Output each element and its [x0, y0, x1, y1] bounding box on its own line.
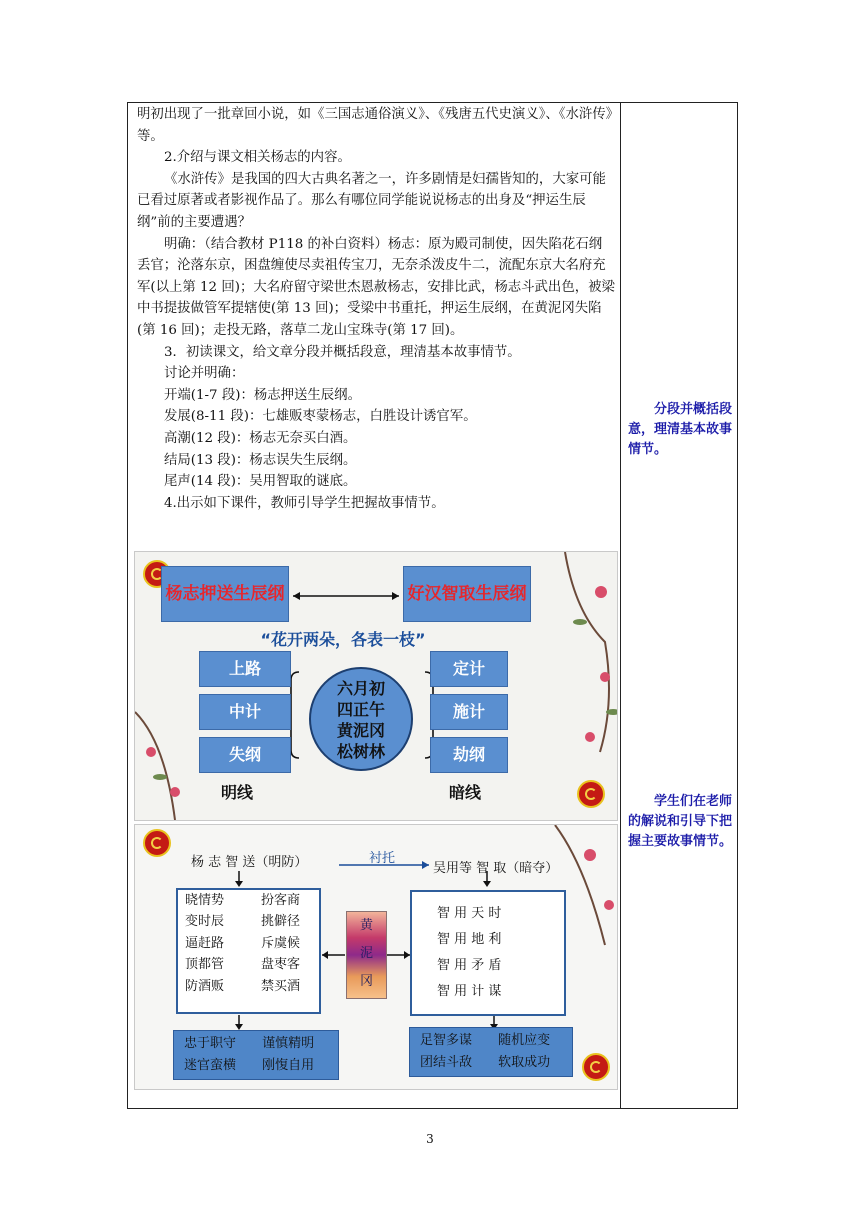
- left-actions-col1: [185, 890, 224, 997]
- action-item: 晓情势: [185, 893, 225, 908]
- strategy-item: 智 用 计 谋: [437, 984, 502, 999]
- circle-line: 四正午: [336, 700, 385, 719]
- column-divider: [620, 102, 621, 1109]
- slogan: “花开两朵，各表一枝”: [260, 630, 426, 649]
- paragraph-step2: 2.介绍与课文相关杨志的内容。: [164, 150, 351, 166]
- action-item: 挑僻径: [261, 914, 301, 930]
- action-item: 防酒贩: [185, 978, 225, 994]
- step-box: 定计: [430, 651, 508, 687]
- right-strategy-list: [437, 901, 501, 1005]
- step-box: 失纲: [199, 737, 291, 773]
- school-logo-icon: [582, 1053, 610, 1081]
- circle-line: 黄泥冈: [336, 721, 385, 740]
- right-traits-box: [409, 1027, 573, 1077]
- action-item: 顶都管: [185, 957, 225, 973]
- left-traits-box: [173, 1030, 339, 1080]
- trait-item: 谨慎精明: [262, 1036, 315, 1051]
- main-column: [137, 104, 615, 514]
- school-logo-icon: [143, 829, 171, 857]
- trait-item: 软取成功: [498, 1055, 551, 1070]
- paragraph-intro: 明初出现了一批章回小说，如《三国志通俗演义》、《残唐五代史演义》、《水浒传》等。: [137, 107, 613, 144]
- strategy-item: 智 用 天 时: [437, 906, 502, 921]
- action-item: 禁买酒: [261, 978, 301, 994]
- paragraph-step3: 3．初读课文，给文章分段并概括段意，理清基本故事情节。: [164, 344, 521, 360]
- trait-item: 团结斗敌: [420, 1055, 473, 1070]
- action-item: 逼赶路: [185, 935, 225, 951]
- left-title-box: 杨志押送生辰纲: [161, 566, 289, 622]
- slide-plot-lines: [134, 551, 618, 821]
- place-char: 泥: [359, 946, 373, 961]
- paragraph-answer: 明确：（结合教材 P118 的补白资料）杨志：原为殿司制使，因失陷花石纲丢官；沦落东京，困盘缠使尽卖祖传宝刀，无奈杀泼皮牛二，流配东京大名府充军(以上第 12 回)；大名府留守梁世杰恩赦杨志，安排比武，杨志斗武出色，被梁中书提拔做管军提辖使(第 13 回)；受梁中书重托，押运生辰纲，在黄泥冈失陷(第 16 回)；走投无路，落草二龙山宝珠寺(第 17 回)。: [137, 236, 615, 338]
- step-box: 劫纲: [430, 737, 508, 773]
- trait-item: 足智多谋: [420, 1033, 473, 1048]
- school-logo-icon: [577, 780, 605, 808]
- action-item: 斥虞候: [261, 935, 301, 951]
- plot-development: 发展(8-11 段)：七雄贩枣蒙杨志，白胜设计诱官军。: [164, 409, 477, 425]
- plot-climax: 高潮(12 段)：杨志无奈买白酒。: [164, 430, 357, 446]
- paragraph-discuss: 讨论并明确：: [164, 366, 245, 382]
- link-label: 衬托: [369, 851, 396, 866]
- right-header: 吴用等 智 取（暗夺）: [433, 861, 559, 876]
- action-item: 扮客商: [261, 893, 301, 908]
- trait-item: 迷官蛮横: [184, 1058, 237, 1073]
- right-title-box: 好汉智取生辰纲: [403, 566, 531, 622]
- paragraph-question: 《水浒传》是我国的四大古典名著之一，许多剧情是妇孺皆知的，大家可能已看过原著或者影视作品了。那么有哪位同学能说说杨志的出身及“押运生辰纲”前的主要遭遇？: [137, 171, 606, 230]
- step-box: 上路: [199, 651, 291, 687]
- action-item: 盘枣客: [261, 957, 301, 973]
- plot-beginning: 开端(1-7 段)：杨志押送生辰纲。: [164, 387, 361, 403]
- implicit-line-label: 暗线: [449, 783, 482, 802]
- place-char: 黄: [359, 918, 373, 933]
- left-header: 杨 志 智 送（明防）: [191, 855, 308, 870]
- circle-line: 松树林: [336, 742, 385, 761]
- time-place-circle: [309, 667, 413, 771]
- step-box: 中计: [199, 694, 291, 730]
- trait-item: 刚愎自用: [262, 1058, 315, 1073]
- strategy-item: 智 用 矛 盾: [437, 958, 502, 973]
- side-note-2: [628, 792, 732, 852]
- plot-ending: 结局(13 段)：杨志误失生辰纲。: [164, 452, 357, 468]
- explicit-line-label: 明线: [221, 783, 254, 802]
- page-number: 3: [426, 1132, 434, 1146]
- action-item: 变时辰: [185, 914, 225, 930]
- place-char: 冈: [359, 974, 373, 989]
- paragraph-step4: 4.出示如下课件，教师引导学生把握故事情节。: [164, 495, 445, 511]
- side-note-2-text: 学生们在老师的解说和引导下把握主要故事情节。: [628, 794, 733, 849]
- circle-line: 六月初: [336, 679, 385, 698]
- step-box: 施计: [430, 694, 508, 730]
- side-note-1-text: 分段并概括段意，理清基本故事情节。: [628, 402, 733, 457]
- side-note-1: [628, 400, 732, 460]
- slide-strategy: [134, 824, 618, 1090]
- trait-item: 随机应变: [498, 1033, 551, 1048]
- huangnigang-block: [346, 911, 387, 999]
- plot-epilogue: 尾声(14 段)：吴用智取的谜底。: [164, 474, 357, 490]
- strategy-item: 智 用 地 利: [437, 932, 502, 947]
- trait-item: 忠于职守: [184, 1036, 237, 1051]
- left-actions-col2: [261, 890, 300, 997]
